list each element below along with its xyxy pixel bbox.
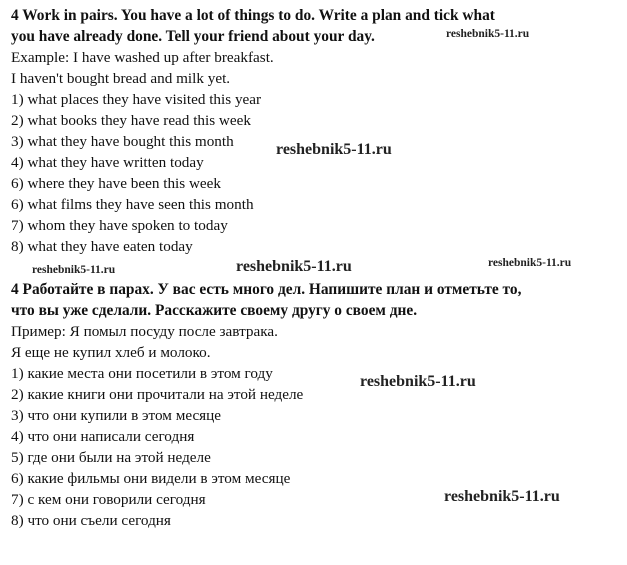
- en-item: 1) what places they have visited this year: [11, 91, 262, 108]
- ru-item: 5) где они были на этой неделе: [11, 449, 211, 466]
- ru-item: 2) какие книги они прочитали на этой неделе: [11, 386, 304, 403]
- en-item: 7) whom they have spoken to today: [11, 217, 228, 234]
- ru-item: 3) что они купили в этом месяце: [11, 407, 222, 424]
- en-example-1: Example: I have washed up after breakfast.: [11, 49, 274, 66]
- watermark: reshebnik5-11.ru: [488, 257, 572, 269]
- en-item: 4) what they have written today: [11, 154, 204, 171]
- watermark: reshebnik5-11.ru: [276, 141, 392, 158]
- ru-heading-line1: 4 Работайте в парах. У вас есть много дел. Напишите план и отметьте то,: [11, 281, 522, 298]
- ru-heading-line2: что вы уже сделали. Расскажите своему другу о своем дне.: [11, 302, 418, 319]
- watermark: reshebnik5-11.ru: [236, 258, 352, 275]
- ru-example-2: Я еще не купил хлеб и молоко.: [11, 344, 211, 361]
- en-item: 6) what films they have seen this month: [11, 196, 254, 213]
- en-item: 8) what they have eaten today: [11, 238, 193, 255]
- ru-item: 4) что они написали сегодня: [11, 428, 195, 445]
- watermark: reshebnik5-11.ru: [446, 28, 530, 40]
- ru-item: 6) какие фильмы они видели в этом месяце: [11, 470, 291, 487]
- ru-example-1: Пример: Я помыл посуду после завтрака.: [11, 323, 278, 340]
- en-example-2: I haven't bought bread and milk yet.: [11, 70, 231, 87]
- ru-item: 7) с кем они говорили сегодня: [11, 491, 206, 508]
- watermark: reshebnik5-11.ru: [360, 373, 476, 390]
- en-heading-line1: 4 Work in pairs. You have a lot of things to do. Write a plan and tick what: [11, 7, 495, 24]
- ru-item: 8) что они съели сегодня: [11, 512, 171, 529]
- watermark: reshebnik5-11.ru: [32, 264, 116, 276]
- watermark: reshebnik5-11.ru: [444, 488, 560, 505]
- ru-item: 1) какие места они посетили в этом году: [11, 365, 273, 382]
- en-item: 6) where they have been this week: [11, 175, 222, 192]
- en-heading-line2: you have already done. Tell your friend about your day.: [11, 28, 375, 45]
- en-item: 3) what they have bought this month: [11, 133, 234, 150]
- en-item: 2) what books they have read this week: [11, 112, 251, 129]
